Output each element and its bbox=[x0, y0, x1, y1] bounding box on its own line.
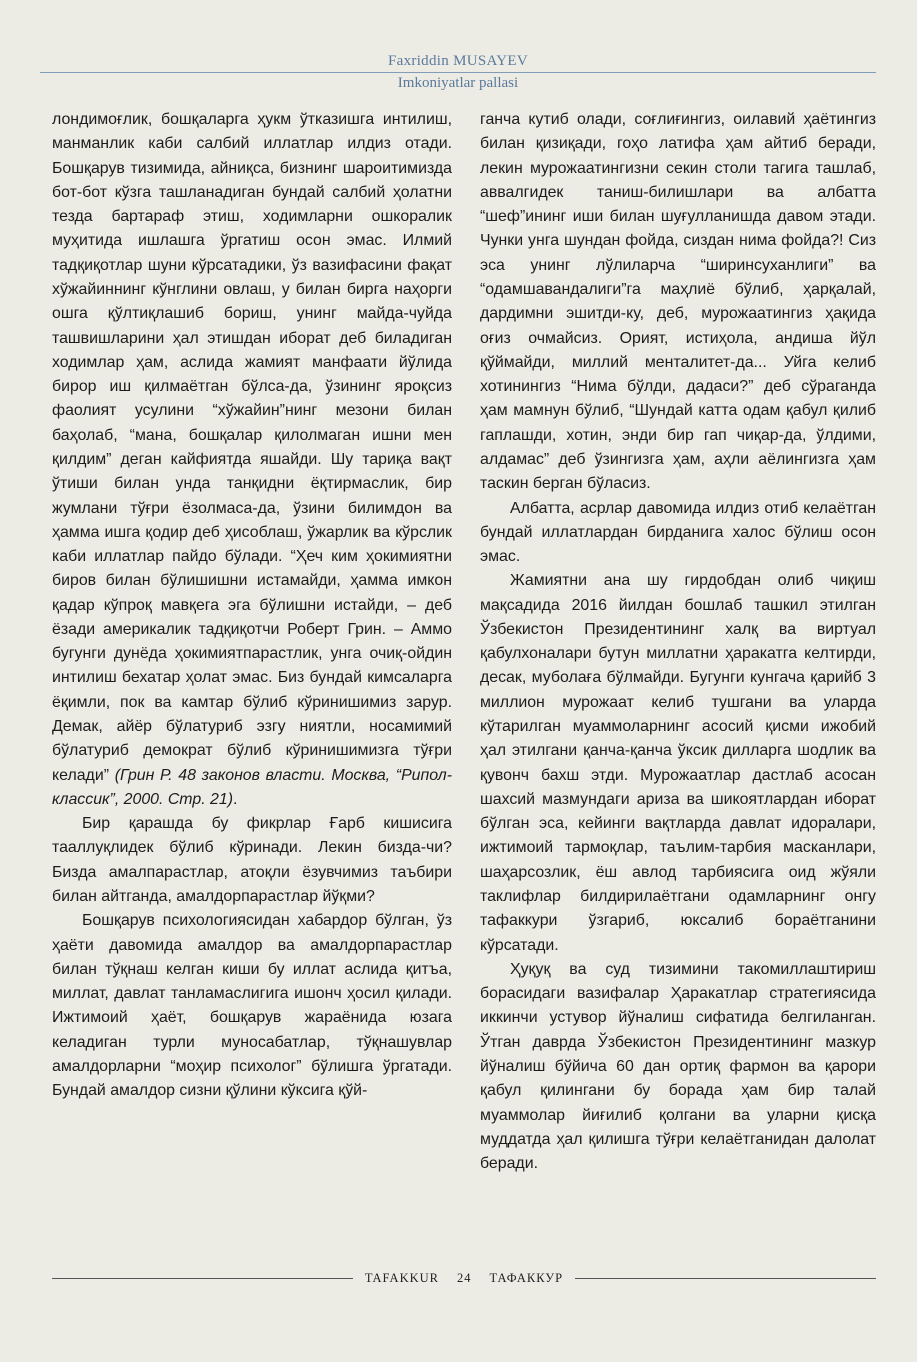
header-author: Faxriddin MUSAYEV bbox=[388, 53, 528, 69]
left-paragraph-3: Бошқарув психологиясидан хабардор бўлган, ўз ҳаёти давомида амалдор ва амалдорпарастлар билан тўқнаш келган киши бу иллат аслида қитъа, миллат, давлат танламаслигига ишонч ҳосил қилади. Ижтимоий ҳаёт, бошқарув жараёнида юзага келадиган турли муносабатлар, тўқнашувлар амалдорларни “моҳир психолог” бўлишга ўргатади. Бундай амалдор сизни қўлини кўксига қўй- bbox=[52, 912, 452, 1100]
page-number: 24 bbox=[457, 1270, 472, 1285]
header-rule bbox=[40, 72, 876, 73]
right-column bbox=[480, 108, 876, 1176]
footer-magazine-latin: TAFAKKUR bbox=[364, 1270, 440, 1285]
header-subtitle: Imkoniyatlar pallasi bbox=[397, 75, 519, 91]
footer-rule-right bbox=[575, 1278, 876, 1279]
running-header bbox=[40, 52, 876, 92]
page-footer bbox=[52, 1268, 876, 1288]
right-paragraph-1: ганча кутиб олади, соғлиғингиз, оилавий ҳаётингиз билан қизиқади, гоҳо латифа ҳам айтиб беради, лекин мурожаатингизни секин столи тагига ташлаб, аввалгидек таниш-билишлари ва албатта “шеф”ининг иши билан шуғулланишда давом этади. Чунки унга шундан фойда, сиздан нима фойда?! Сиз эса унинг лўлиларча “ширинсуханлиги” ва “одамшавандалиги”га маҳлиё бўлиб, ҳарқалай, дардимни эшитди-ку, деб, мурожаатингиз ҳақида оғиз очмайсиз. Орият, истиҳола, андиша йўл қўймайди, миллий менталитет-да... Уйга келиб хотинингиз “Нима бўлди, дадаси?” деб сўраганда ҳам мамнун бўлиб, “Шундай катта одам қабул қилиб гаплашди, хотин, энди бир гап чиқар-да, ўлдими, алдамас” деб ўзингизга ҳам, аҳли аёлингизга ҳам таскин берган бўласиз. bbox=[480, 111, 876, 493]
left-paragraph-1-end: . bbox=[233, 790, 238, 808]
left-column bbox=[52, 108, 452, 1104]
footer-magazine-cyrillic: ТАФАККУР bbox=[489, 1270, 564, 1285]
right-paragraph-4: Ҳуқуқ ва суд тизимини такомиллаштириш борасидаги вазифалар Ҳаракатлар стратегиясида иккинчи устувор йўналиш сифатида белгиланган. Ўтган даврда Ўзбекистон Президентининг мазкур йўналиш бўйича 60 дан ортиқ фармон ва қарори қабул қилингани бу борада ҳам бир талай муаммолар йиғилиб қолгани ва уларни қисқа муддатда ҳал қилишга тўғри келаётганидан далолат беради. bbox=[480, 960, 876, 1173]
right-paragraph-2: Албатта, асрлар давомида илдиз отиб келаётган бундай иллатлардан бирданига халос бўлиш осон эмас. bbox=[480, 499, 876, 566]
footer-rule-left bbox=[52, 1278, 353, 1279]
left-paragraph-1 bbox=[52, 108, 452, 812]
left-paragraph-1-text: лондимоғлик, бошқаларга ҳукм ўтказишга интилиш, манманлик каби салбий иллатлар илдиз отади. Бошқарув тизимида, айниқса, бизнинг шароитимизда бот-бот кўзга ташланадиган бундай салбий ҳолатни тезда бартараф этиш, ходимларни ошкоралик муҳитида ишлашга ўргатиш осон эмас. Илмий тадқиқотлар шуни кўрсатадики, ўз вазифасини фақат хўжайиннинг кўнглини овлаш, у билан бирга наҳорги ошга қўлтиқлашиб бориш, унинг майда-чуйда ташвишларини ҳал этишдан иборат деб биладиган ходимлар ҳам, аслида жамият манфаати йўлида бирор иш қилмаётган бўлса-да, ўзининг яроқсиз фаолият усулини “хўжайин”нинг мезони билан баҳолаб, “мана, бошқалар қилолмаган ишни мен қилдим” деган кайфиятда яшайди. Шу тариқа вақт ўтиши билан унда танқидни ёқтирмаслик, бир жумлани тўғри ёзолмаса-да, ўзини билимдон ва ҳамма ишга қодир деб ҳисоблаш, ўжарлик ва кўрслик каби иллатлар пайдо бўлади. “Ҳеч ким ҳокимиятни биров билан бўлишишни истамайди, ҳамма имкон қадар кўпроқ мавқега эга бўлишни истайди, – деб ёзади америкалик тадқиқотчи Роберт Грин. – Аммо бугунги дунёда ҳокимиятпарастлик, унга очиқ-ойдин интилиш бехатар ҳолат эмас. Биз бундай кимсаларга ёқимли, пок ва камтар бўлиб кўринишимиз зарур. Демак, айёр бўлатуриб эзгу ниятли, носамимий бўлатуриб демократ бўлиб кўринишимизга тўғри келади” bbox=[52, 111, 452, 784]
citation: (Грин Р. 48 законов власти. Москва, “Рипол-классик”, 2000. Стр. 21) bbox=[52, 766, 452, 808]
right-paragraph-3: Жамиятни ана шу гирдобдан олиб чиқиш мақсадида 2016 йилдан бошлаб ташкил этилган Ўзбекистон Президентининг халқ ва виртуал қабулхоналари бутун миллатни ҳаракатга келтирди, десак, муболаға бўлмайди. Бугунги кунгача қарийб 3 миллион мурожаат келиб тушгани ва уларда кўтарилган муаммоларнинг асосий қисми ижобий ҳал этилгани қанча-қанча ўксик дилларга шодлик ва қувонч бахш этди. Мурожаатлар дастлаб асосан шахсий мазмундаги ариза ва шикоятлардан иборат бўлган эса, кейинги вақтларда давлат идоралари, ижтимоий тармоқлар, таълим-тарбия масканлари, шаҳарсозлик, ёш авлод тарбиясига оид жўяли таклифлар билдирилаётгани одамларнинг онгу тафаккури ўзгариб, юксалиб бораётганини кўрсатади. bbox=[480, 572, 876, 954]
left-paragraph-2: Бир қарашда бу фикрлар Ғарб кишисига тааллуқлидек бўлиб кўринади. Лекин бизда-чи? Бизда амалпарастлар, атоқли ёзувчимиз таъбири билан айтганда, амалдорпарастлар йўқми? bbox=[52, 815, 452, 905]
